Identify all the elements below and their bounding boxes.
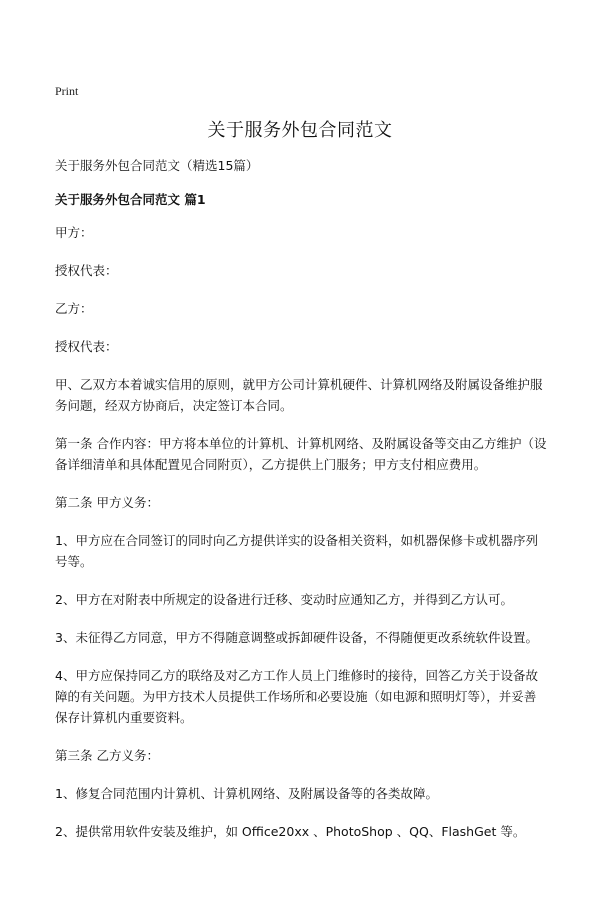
document-body <box>55 155 547 859</box>
article-3-item-1: 1、修复合同范围内计算机、计算机网络、及附属设备等的各类故障。 <box>55 786 438 801</box>
party-b-representative-field: 授权代表： <box>55 339 118 354</box>
article-2-item-3: 3、未征得乙方同意，甲方不得随意调整或拆卸硬件设备，不得随便更改系统软件设置。 <box>55 630 538 645</box>
party-a-representative-field: 授权代表： <box>55 263 118 278</box>
document-title: 关于服务外包合同范文 <box>207 120 393 141</box>
article-3-heading: 第三条 乙方义务： <box>55 748 159 763</box>
article-2-item-1: 1、甲方应在合同签订的同时向乙方提供详实的设备相关资料，如机器保修卡或机器序列号等。 <box>55 533 538 569</box>
party-a-field: 甲方： <box>55 225 93 240</box>
article-2-item-4: 4、甲方应保持同乙方的联络及对乙方工作人员上门维修时的接待，回答乙方关于设备故障的有关问题。为甲方技术人员提供工作场所和必要设施（如电源和照明灯等），并妥善保存计算机内重要资料。 <box>55 668 538 725</box>
article-2-heading: 第二条 甲方义务： <box>55 495 159 510</box>
document-subtitle: 关于服务外包合同范文（精选15篇） <box>55 158 259 173</box>
section-heading: 关于服务外包合同范文 篇1 <box>55 192 206 207</box>
article-3-item-2: 2、提供常用软件安装及维护，如 Office20xx 、PhotoShop 、QQ、FlashGet 等。 <box>55 824 526 839</box>
article-1-paragraph: 第一条 合作内容：甲方将本单位的计算机、计算机网络、及附属设备等交由乙方维护（设备详细清单和具体配置见合同附页），乙方提供上门服务；甲方支付相应费用。 <box>55 436 547 472</box>
print-label: Print <box>55 84 79 98</box>
intro-paragraph: 甲、乙双方本着诚实信用的原则，就甲方公司计算机硬件、计算机网络及附属设备维护服务问题，经双方协商后，决定签订本合同。 <box>55 377 543 413</box>
party-b-field: 乙方： <box>55 301 93 316</box>
article-2-item-2: 2、甲方在对附表中所规定的设备进行迁移、变动时应通知乙方，并得到乙方认可。 <box>55 592 513 607</box>
